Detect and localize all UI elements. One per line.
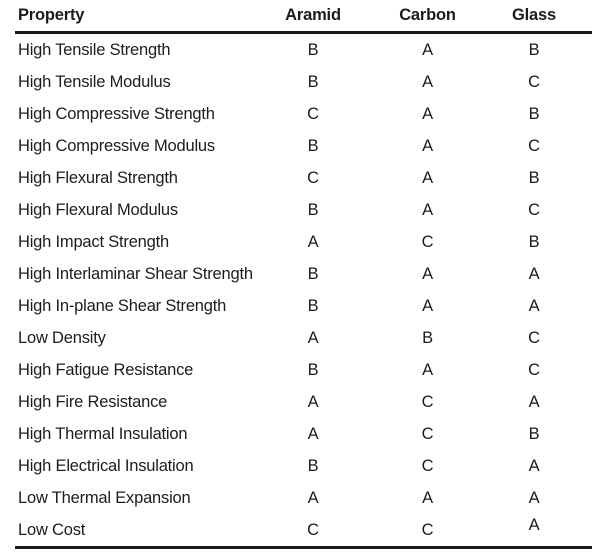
grade-cell-aramid: [247, 386, 379, 418]
grade-value: A: [528, 296, 540, 315]
column-header-property: Property: [15, 0, 247, 33]
column-header-glass: Glass: [476, 0, 592, 33]
grade-cell-carbon: [379, 290, 476, 322]
grade-cell-glass: [476, 162, 592, 194]
property-label: High Compressive Modulus: [18, 136, 215, 155]
grade-value: B: [528, 168, 540, 187]
grade-value: A: [528, 264, 540, 283]
grade-value: B: [307, 136, 319, 155]
grade-cell-aramid: [247, 354, 379, 386]
grade-cell-carbon: [379, 322, 476, 354]
property-cell: [15, 482, 247, 514]
property-cell: [15, 514, 247, 548]
grade-cell-aramid: [247, 162, 379, 194]
grade-cell-carbon: [379, 354, 476, 386]
grade-value: A: [422, 40, 433, 59]
table-row: [15, 162, 592, 194]
grade-value: C: [421, 424, 434, 443]
grade-value: A: [307, 392, 319, 411]
grade-cell-glass: [476, 322, 592, 354]
table-header: [15, 0, 592, 33]
property-cell: [15, 386, 247, 418]
grade-cell-glass: [476, 98, 592, 130]
grade-cell-glass: [476, 258, 592, 290]
property-label: Low Thermal Expansion: [18, 488, 191, 507]
table-row: [15, 226, 592, 258]
property-label: High Fire Resistance: [18, 392, 168, 411]
grade-value: C: [528, 328, 540, 347]
grade-cell-glass: [476, 290, 592, 322]
property-cell: [15, 226, 247, 258]
grade-value: A: [307, 424, 319, 443]
grade-cell-carbon: [379, 66, 476, 98]
grade-cell-carbon: [379, 33, 476, 67]
grade-cell-aramid: [247, 450, 379, 482]
grade-value: C: [528, 360, 540, 379]
grade-cell-carbon: [379, 194, 476, 226]
property-label: Low Cost: [18, 520, 86, 539]
grade-value: C: [421, 392, 434, 411]
grade-cell-glass: [476, 66, 592, 98]
grade-value: B: [307, 456, 319, 475]
table-row: [15, 354, 592, 386]
grade-value: B: [528, 424, 540, 443]
property-cell: [15, 354, 247, 386]
table-row: [15, 66, 592, 98]
property-label: Low Density: [18, 328, 106, 347]
grade-value: B: [528, 104, 540, 123]
grade-value: A: [422, 264, 433, 283]
grade-cell-glass: [476, 482, 592, 514]
grade-value: C: [307, 168, 319, 187]
grade-value: B: [528, 232, 540, 251]
grade-value: A: [422, 136, 433, 155]
grade-value: A: [422, 200, 433, 219]
property-cell: [15, 162, 247, 194]
grade-value: C: [421, 456, 434, 475]
grade-cell-aramid: [247, 194, 379, 226]
property-cell: [15, 194, 247, 226]
grade-value: B: [307, 72, 319, 91]
grade-value: C: [528, 136, 540, 155]
property-label: High Compressive Strength: [18, 104, 215, 123]
grade-value: C: [528, 72, 540, 91]
property-label: High Thermal Insulation: [18, 424, 188, 443]
property-label: High Tensile Modulus: [18, 72, 171, 91]
grade-value: B: [307, 40, 319, 59]
grade-cell-glass: [476, 130, 592, 162]
table-row: [15, 290, 592, 322]
grade-cell-carbon: [379, 130, 476, 162]
grade-cell-aramid: [247, 418, 379, 450]
grade-cell-glass: [476, 33, 592, 67]
grade-value: A: [307, 488, 319, 507]
property-cell: [15, 450, 247, 482]
grade-value: C: [307, 104, 319, 123]
grade-value: A: [307, 328, 319, 347]
grade-cell-glass: [476, 418, 592, 450]
table-body: [15, 33, 592, 548]
property-cell: [15, 66, 247, 98]
grade-cell-carbon: [379, 98, 476, 130]
grade-cell-aramid: [247, 33, 379, 67]
grade-cell-carbon: [379, 386, 476, 418]
grade-cell-carbon: [379, 514, 476, 548]
grade-cell-aramid: [247, 290, 379, 322]
property-label: High Fatigue Resistance: [18, 360, 194, 379]
property-cell: [15, 418, 247, 450]
grade-cell-carbon: [379, 258, 476, 290]
grade-cell-aramid: [247, 322, 379, 354]
property-label: High In-plane Shear Strength: [18, 296, 227, 315]
grade-cell-aramid: [247, 98, 379, 130]
grade-value: B: [307, 264, 319, 283]
grade-value: A: [528, 488, 540, 507]
property-label: High Flexural Strength: [18, 168, 178, 187]
grade-cell-carbon: [379, 418, 476, 450]
grade-cell-glass: [476, 450, 592, 482]
grade-cell-carbon: [379, 226, 476, 258]
table-row: [15, 482, 592, 514]
table-row: [15, 386, 592, 418]
grade-value: A: [422, 360, 433, 379]
column-header-aramid: Aramid: [247, 0, 379, 33]
grade-cell-glass: [476, 514, 592, 548]
table-row: [15, 258, 592, 290]
grade-value: A: [422, 168, 433, 187]
table-row: [15, 322, 592, 354]
grade-value: A: [528, 456, 540, 475]
property-label: High Tensile Strength: [18, 40, 171, 59]
property-label: High Flexural Modulus: [18, 200, 178, 219]
property-label: High Impact Strength: [18, 232, 169, 251]
column-header-carbon: Carbon: [379, 0, 476, 33]
grade-value: B: [307, 360, 319, 379]
grade-cell-aramid: [247, 514, 379, 548]
grade-cell-glass: [476, 386, 592, 418]
grade-value: A: [422, 104, 433, 123]
property-cell: [15, 290, 247, 322]
grade-value: A: [528, 392, 540, 411]
property-label: High Interlaminar Shear Strength: [18, 264, 253, 283]
table-row: [15, 418, 592, 450]
grade-cell-aramid: [247, 258, 379, 290]
property-cell: [15, 33, 247, 67]
property-label: High Electrical Insulation: [18, 456, 194, 475]
grade-value: A: [422, 488, 433, 507]
table-row: [15, 514, 592, 548]
grade-value: C: [421, 232, 434, 251]
table-row: [15, 194, 592, 226]
grade-value: C: [307, 520, 319, 539]
grade-cell-aramid: [247, 482, 379, 514]
grade-value: A: [422, 296, 433, 315]
property-cell: [15, 98, 247, 130]
grade-cell-glass: [476, 194, 592, 226]
grade-cell-carbon: [379, 450, 476, 482]
grade-value: A: [422, 72, 433, 91]
property-cell: [15, 130, 247, 162]
grade-value: B: [422, 328, 433, 347]
grade-cell-aramid: [247, 130, 379, 162]
properties-table: [15, 0, 592, 549]
grade-cell-carbon: [379, 482, 476, 514]
table-row: [15, 450, 592, 482]
grade-cell-glass: [476, 354, 592, 386]
property-cell: [15, 322, 247, 354]
grade-value: A: [528, 515, 540, 534]
grade-cell-carbon: [379, 162, 476, 194]
header-row: [15, 0, 592, 33]
grade-value: C: [421, 520, 434, 539]
grade-value: A: [307, 232, 319, 251]
grade-cell-aramid: [247, 226, 379, 258]
grade-cell-glass: [476, 226, 592, 258]
grade-value: B: [307, 296, 319, 315]
property-cell: [15, 258, 253, 290]
grade-cell-aramid: [247, 66, 379, 98]
grade-value: B: [528, 40, 540, 59]
grade-value: B: [307, 200, 319, 219]
table-row: [15, 33, 592, 67]
table-row: [15, 98, 592, 130]
grade-value: C: [528, 200, 540, 219]
table-row: [15, 130, 592, 162]
